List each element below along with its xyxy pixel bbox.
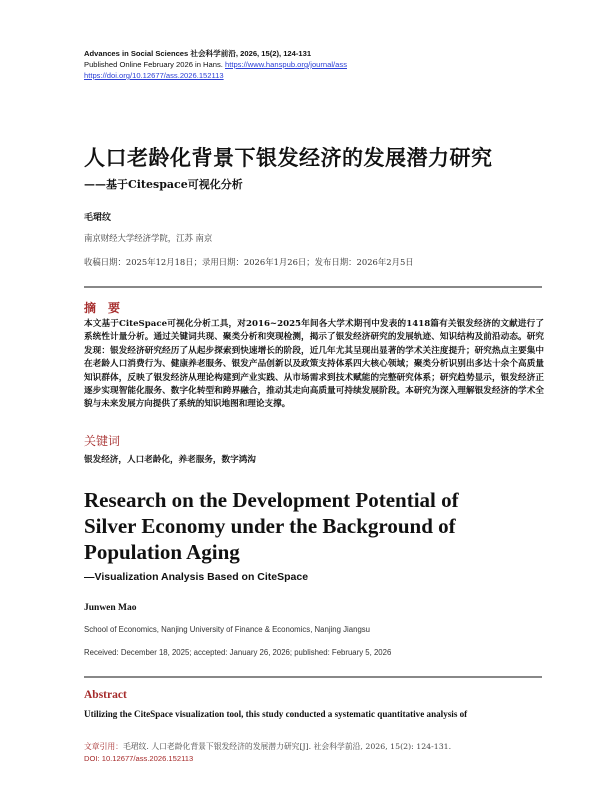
journal-header: Advances in Social Sciences 社会科学前沿, 2026, 15(2), 124-131 xyxy=(84,49,312,58)
cn-abstract-heading: 摘 要 xyxy=(84,301,121,315)
en-abstract: Utilizing the CiteSpace visualization tool, this study conducted a systematic quantitative analysis of xyxy=(84,709,468,719)
en-subtitle: —Visualization Analysis Based on CiteSpace xyxy=(84,571,309,583)
en-title-line-3: Population Aging xyxy=(84,540,240,564)
citation-text: 毛珺纹. 人口老龄化背景下银发经济的发展潜力研究[J]. 社会科学前沿, 2026, 15(2): 124-131. xyxy=(122,742,452,751)
cn-subtitle: ——基于Citespace可视化分析 xyxy=(84,178,243,191)
en-dates: Received: December 18, 2025; accepted: January 26, 2026; published: February 5, 2026 xyxy=(84,648,392,657)
divider xyxy=(84,676,542,678)
journal-link[interactable]: https://www.hanspub.org/journal/ass xyxy=(225,60,347,69)
divider xyxy=(84,286,542,288)
en-affiliation: School of Economics, Nanjing University of Finance & Economics, Nanjing Jiangsu xyxy=(84,625,371,634)
citation xyxy=(84,741,451,752)
cn-dates: 收稿日期：2025年12月18日；录用日期：2026年1月26日；发布日期：2026年2月5日 xyxy=(84,257,414,267)
cn-keywords-heading: 关键词 xyxy=(84,434,121,448)
cn-affiliation: 南京财经大学经济学院，江苏 南京 xyxy=(84,233,213,243)
published-text: Published Online February 2026 in Hans. xyxy=(84,60,225,69)
en-abstract-heading: Abstract xyxy=(84,689,127,701)
published-line xyxy=(84,59,347,70)
en-author: Junwen Mao xyxy=(84,603,137,613)
cn-author: 毛珺纹 xyxy=(84,213,112,223)
en-title-line-2: Silver Economy under the Background of xyxy=(84,514,456,538)
cn-keywords: 银发经济，人口老龄化，养老服务，数字鸿沟 xyxy=(84,455,256,465)
doi-link[interactable]: https://doi.org/10.12677/ass.2026.152113 xyxy=(84,71,224,80)
citation-doi: DOI: 10.12677/ass.2026.152113 xyxy=(84,754,194,763)
citation-label: 文章引用： xyxy=(84,742,123,751)
cn-abstract: 本文基于CiteSpace可视化分析工具，对2016~2025年间各大学术期刊中发表的1418篇有关银发经济的文献进行了系统性计量分析。通过关键词共现、聚类分析和突现检测，揭示了银发经济研究的发展轨迹、知识结构及前沿动态。研究发现：银发经济研究经历了从起步探索到快速增长的阶段，近几年尤其呈现出显著的学术关注度提升；研究热点主要集中在老龄人口消费行为、健康养老服务、银发产品创新以及政策支持体系四大核心领域；聚类分析识别出多达十余个高质量知识群体，反映了银发经济从理论构建到产业实践、从市场需求到技术赋能的完整研究体系；研究趋势显示，银发经济正逐步实现智能化服务、数字化转型和跨界融合，推动其走向高质量可持续发展阶段。本研究为深入理解银发经济的学术全貌与未来发展方向提供了系统的知识地图和理论支撑。 xyxy=(84,319,544,410)
cn-title: 人口老龄化背景下银发经济的发展潜力研究 xyxy=(84,145,493,170)
en-title-line-1: Research on the Development Potential of xyxy=(84,488,459,512)
